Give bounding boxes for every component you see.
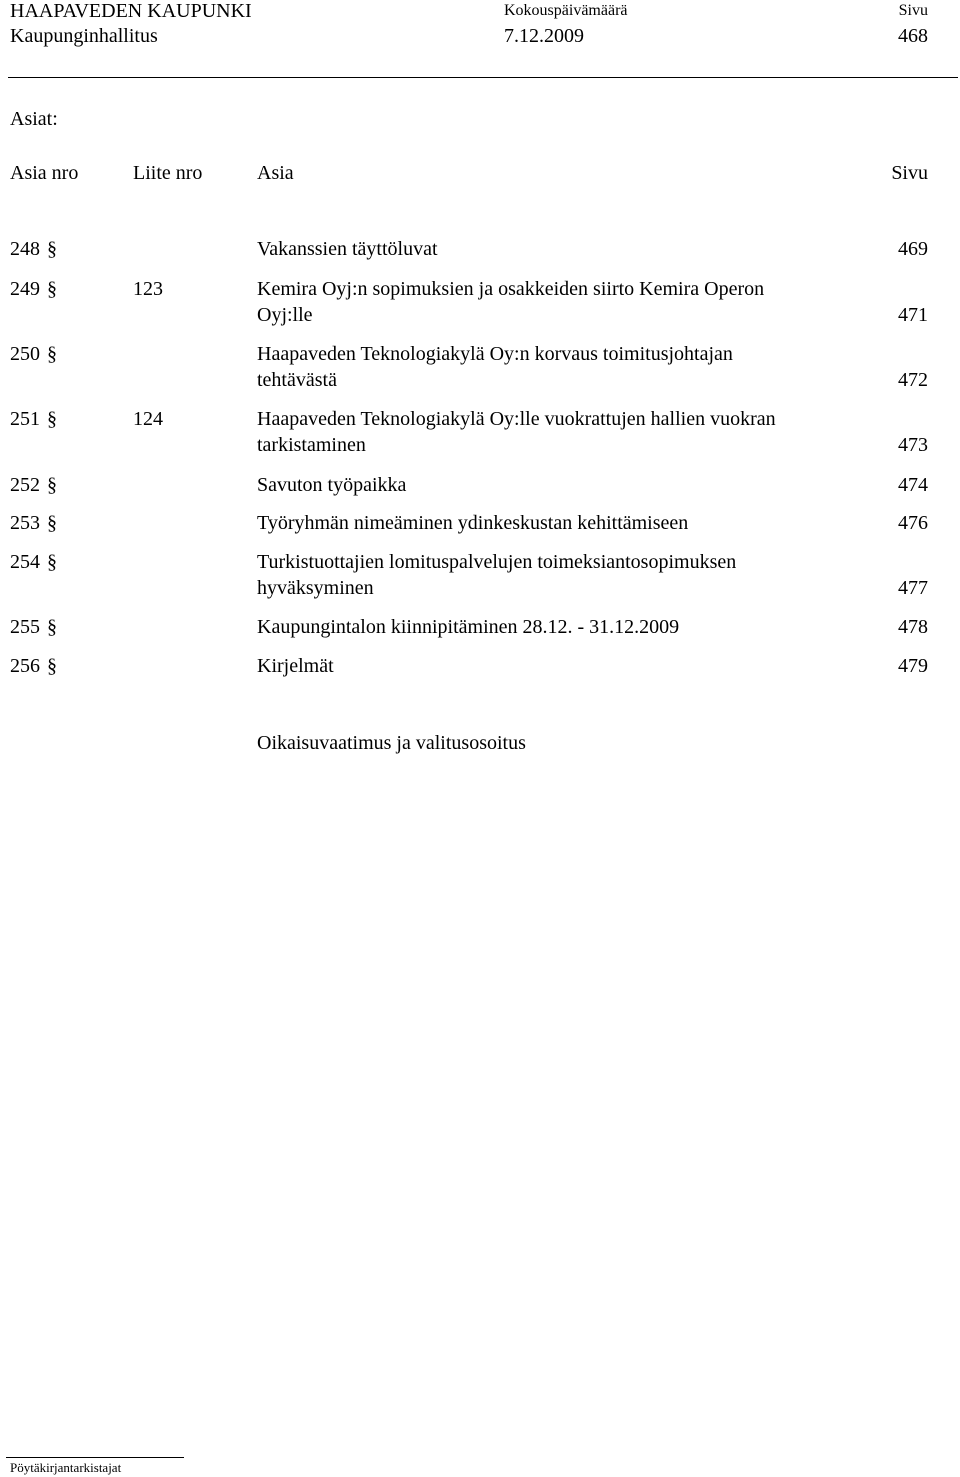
paragraph-sign: §: [47, 512, 57, 534]
section-title: Asiat:: [10, 108, 58, 130]
date-label: Kokouspäivämäärä: [504, 2, 628, 19]
signature-line: [6, 1457, 184, 1458]
item-page: 474: [898, 474, 928, 496]
item-page: 478: [898, 616, 928, 638]
item-number: 256: [10, 655, 40, 677]
paragraph-sign: §: [47, 616, 57, 638]
item-number: 255: [10, 616, 40, 638]
item-title-line: Oyj:lle: [257, 304, 313, 326]
item-title-line: Haapaveden Teknologiakylä Oy:n korvaus toimitusjohtajan: [257, 343, 733, 365]
item-page: 472: [898, 369, 928, 391]
org-name: HAAPAVEDEN KAUPUNKI: [10, 0, 252, 22]
item-number: 251: [10, 408, 40, 430]
paragraph-sign: §: [47, 238, 57, 260]
item-number: 250: [10, 343, 40, 365]
body-name: Kaupunginhallitus: [10, 25, 158, 47]
item-page: 476: [898, 512, 928, 534]
item-title-line: tarkistaminen: [257, 434, 366, 456]
item-number: 249: [10, 278, 40, 300]
item-title-line: Vakanssien täyttöluvat: [257, 238, 438, 260]
item-page: 473: [898, 434, 928, 456]
footer-label: Pöytäkirjantarkistajat: [10, 1460, 122, 1475]
item-number: 254: [10, 551, 40, 573]
item-title-line: Savuton työpaikka: [257, 474, 407, 496]
item-title-line: hyväksyminen: [257, 577, 374, 599]
header-rule: [8, 77, 958, 78]
paragraph-sign: §: [47, 343, 57, 365]
paragraph-sign: §: [47, 278, 57, 300]
col-sivu: Sivu: [891, 162, 928, 184]
item-title-line: Haapaveden Teknologiakylä Oy:lle vuokrattujen hallien vuokran: [257, 408, 776, 430]
item-title-line: Kemira Oyj:n sopimuksien ja osakkeiden siirto Kemira Operon: [257, 278, 765, 300]
item-page: 471: [898, 304, 928, 326]
col-asia-nro: Asia nro: [10, 162, 79, 184]
meeting-date: 7.12.2009: [504, 25, 584, 47]
item-title-line: Turkistuottajien lomituspalvelujen toimeksiantosopimuksen: [257, 551, 737, 573]
item-number: 253: [10, 512, 40, 534]
item-page: 469: [898, 238, 928, 260]
item-title-line: Kirjelmät: [257, 655, 334, 677]
paragraph-sign: §: [47, 655, 57, 677]
item-attachment: 124: [133, 408, 163, 430]
item-number: 248: [10, 238, 40, 260]
page-label: Sivu: [898, 2, 928, 19]
paragraph-sign: §: [47, 408, 57, 430]
item-attachment: 123: [133, 278, 163, 300]
item-title-line: tehtävästä: [257, 369, 337, 391]
item-title-line: Työryhmän nimeäminen ydinkeskustan kehittämiseen: [257, 512, 689, 534]
paragraph-sign: §: [47, 551, 57, 573]
item-title-line: Kaupungintalon kiinnipitäminen 28.12. - 31.12.2009: [257, 616, 680, 638]
col-asia: Asia: [257, 162, 294, 184]
appeal-instructions: Oikaisuvaatimus ja valitusosoitus: [257, 732, 526, 754]
item-number: 252: [10, 474, 40, 496]
col-liite-nro: Liite nro: [133, 162, 203, 184]
page-number: 468: [898, 25, 928, 47]
item-page: 479: [898, 655, 928, 677]
paragraph-sign: §: [47, 474, 57, 496]
item-page: 477: [898, 577, 928, 599]
